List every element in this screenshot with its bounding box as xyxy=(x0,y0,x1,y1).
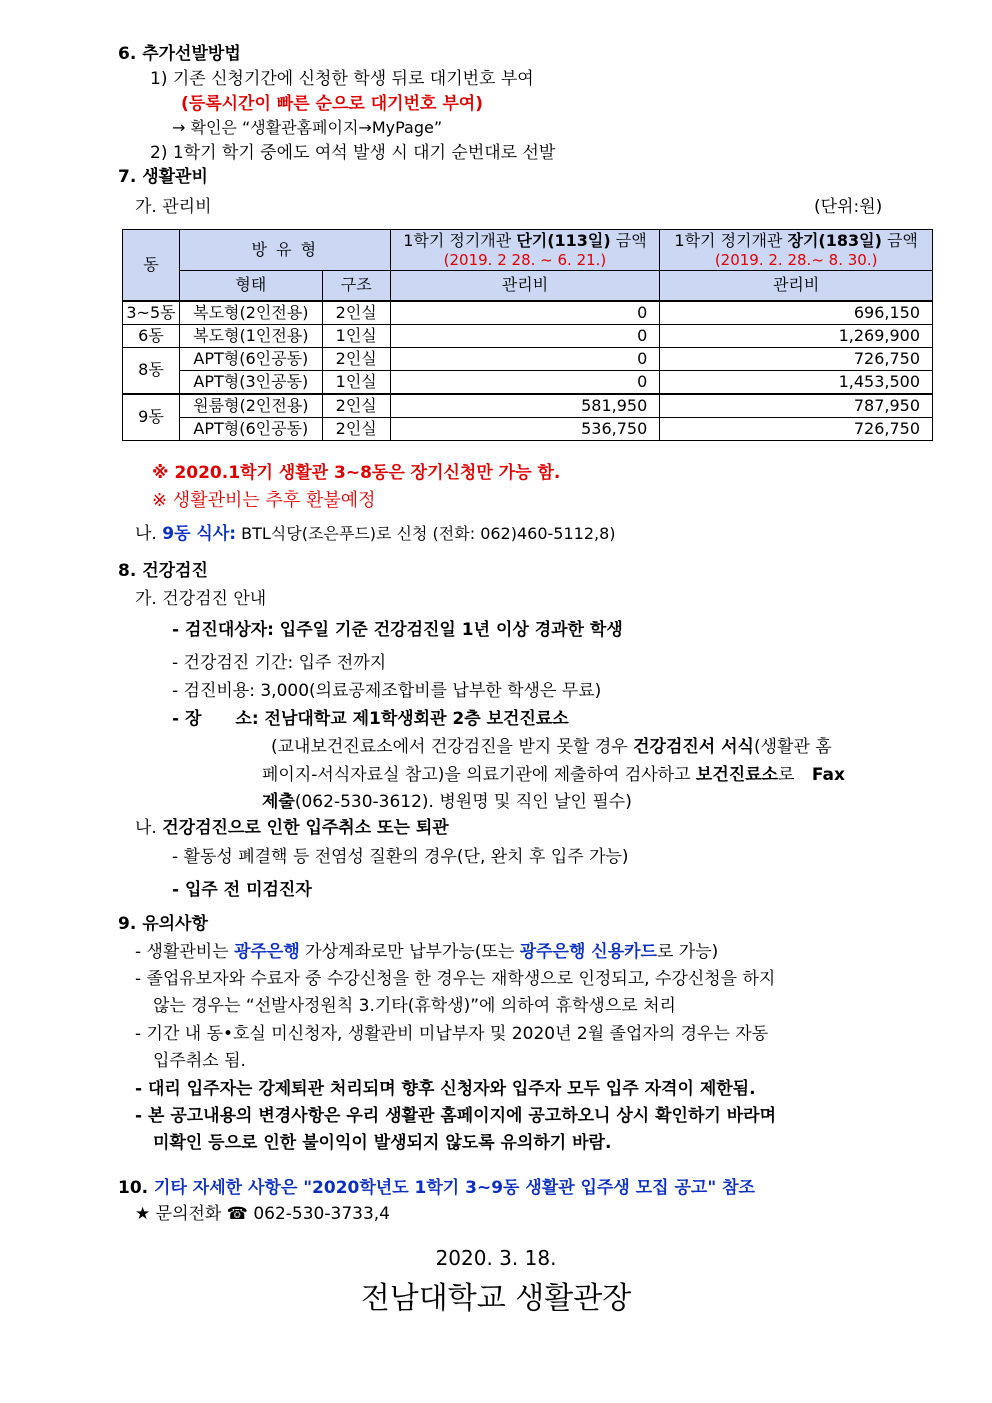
cell-structure: 1인실 xyxy=(322,324,390,347)
cell-form: 원룸형(2인전용) xyxy=(179,394,322,418)
fee-table xyxy=(122,229,933,441)
table-row xyxy=(123,370,933,394)
cell-fee-long: 726,750 xyxy=(660,417,933,440)
table-row xyxy=(123,417,933,440)
cell-fee-short: 0 xyxy=(390,347,660,370)
cell-fee-long: 696,150 xyxy=(660,301,933,325)
section-8-sub-a: 가. 건강검진 안내 xyxy=(135,589,267,609)
cell-structure: 2인실 xyxy=(322,394,390,418)
table-row xyxy=(123,394,933,418)
contact-line: ★ 문의전화 ☎ 062-530-3733,4 xyxy=(135,1204,390,1224)
notice-item-2-line-1: - 졸업유보자와 수료자 중 수강신청을 한 경우는 재학생으로 인정되고, 수강신청을 하지 xyxy=(135,969,776,989)
cell-dong: 8동 xyxy=(123,347,180,394)
th-form: 형태 xyxy=(179,271,322,301)
notice-item-2-line-2: 않는 경우는 “선발사정원칙 3.기타(휴학생)”에 의하여 휴학생으로 처리 xyxy=(153,996,676,1016)
cell-form: APT형(6인공동) xyxy=(179,417,322,440)
cancel-reason-2: - 입주 전 미검진자 xyxy=(172,880,312,900)
cell-fee-long: 726,750 xyxy=(660,347,933,370)
cell-dong: 6동 xyxy=(123,324,180,347)
cell-form: 복도형(2인전용) xyxy=(179,301,322,325)
section-6-item-2: 2) 1학기 학기 중에도 여석 발생 시 대기 순번대로 선발 xyxy=(150,143,556,163)
th-long-term: 1학기 정기개관 장기(183일) 금액 (2019. 2. 28.~ 8. 30.) xyxy=(660,230,933,271)
checkup-location: - 장 소: 전남대학교 제1학생회관 2층 보건진료소 xyxy=(172,709,569,729)
table-row xyxy=(123,347,933,370)
th-short-term: 1학기 정기개관 단기(113일) 금액 (2019. 2 28. ~ 6. 21.) xyxy=(390,230,660,271)
table-row xyxy=(123,324,933,347)
cell-dong: 9동 xyxy=(123,394,180,441)
cell-fee-long: 1,269,900 xyxy=(660,324,933,347)
th-short-period: (2019. 2 28. ~ 6. 21.) xyxy=(443,250,607,269)
issuer-name: 전남대학교 생활관장 xyxy=(360,1281,632,1316)
note-long-term-only: ※ 2020.1학기 생활관 3~8동은 장기신청만 가능 함. xyxy=(152,463,561,483)
star-icon: ★ xyxy=(135,1204,151,1224)
section-8-title: 8. 건강검진 xyxy=(118,561,208,581)
th-long-period: (2019. 2. 28.~ 8. 30.) xyxy=(714,250,878,269)
section-10-reference: 10. 기타 자세한 사항은 "2020학년도 1학기 3~9동 생활관 입주생 모집 공고" 참조 xyxy=(118,1178,755,1198)
cell-fee-short: 0 xyxy=(390,370,660,394)
notice-item-3-line-2: 입주취소 됨. xyxy=(153,1051,246,1071)
notice-item-4: - 대리 입주자는 강제퇴관 처리되며 향후 신청자와 입주자 모두 입주 자격이 제한됨. xyxy=(135,1079,756,1099)
checkup-period: - 건강검진 기간: 입주 전까지 xyxy=(172,653,387,673)
cell-fee-short: 536,750 xyxy=(390,417,660,440)
section-7-title: 7. 생활관비 xyxy=(118,167,208,187)
cell-dong: 3~5동 xyxy=(123,301,180,325)
section-6-waitlist-note: (등록시간이 빠른 순으로 대기번호 부여) xyxy=(181,94,483,114)
th-room-type: 방 유 형 xyxy=(179,230,390,271)
contact-phone: 062-530-3733,4 xyxy=(247,1204,390,1224)
cell-fee-short: 581,950 xyxy=(390,394,660,418)
th-dong: 동 xyxy=(123,230,180,301)
checkup-para-line-2: 페이지-서식자료실 참고)을 의료기관에 제출하여 검사하고 보건진료소로 Fax xyxy=(262,765,845,785)
section-6-title: 6. 추가선발방법 xyxy=(118,44,241,64)
notice-item-1: - 생활관비는 광주은행 가상계좌로만 납부가능(또는 광주은행 신용카드로 가능) xyxy=(135,942,719,962)
section-9-title: 9. 유의사항 xyxy=(118,914,208,934)
note-refund: ※ 생활관비는 추후 환불예정 xyxy=(152,490,376,511)
notice-item-5-line-1: - 본 공고내용의 변경사항은 우리 생활관 홈페이지에 공고하오니 상시 확인하기 바라며 xyxy=(135,1106,777,1126)
cell-structure: 2인실 xyxy=(322,301,390,325)
phone-icon: ☎ xyxy=(226,1204,248,1224)
section-8-sub-b: 나. 건강검진으로 인한 입주취소 또는 퇴관 xyxy=(135,818,449,838)
th-fee-short: 관리비 xyxy=(390,271,660,301)
section-6-mypage-hint: → 확인은 “생활관홈페이지→MyPage” xyxy=(172,118,443,137)
cell-form: 복도형(1인전용) xyxy=(179,324,322,347)
cancel-reason-1: - 활동성 폐결핵 등 전염성 질환의 경우(단, 완치 후 입주 가능) xyxy=(172,847,629,867)
section-7-sub-b: 나. 9동 식사: BTL식당(조은푸드)로 신청 (전화: 062)460-5112,8) xyxy=(135,524,616,544)
table-row xyxy=(123,301,933,325)
cell-structure: 2인실 xyxy=(322,347,390,370)
notice-date: 2020. 3. 18. xyxy=(435,1246,557,1270)
checkup-cost: - 검진비용: 3,000(의료공제조합비를 납부한 학생은 무료) xyxy=(172,681,602,701)
th-structure: 구조 xyxy=(322,271,390,301)
section-6-item-1: 1) 기존 신청기간에 신청한 학생 뒤로 대기번호 부여 xyxy=(150,69,534,89)
th-fee-long: 관리비 xyxy=(660,271,933,301)
cell-fee-short: 0 xyxy=(390,301,660,325)
cell-fee-long: 787,950 xyxy=(660,394,933,418)
cell-fee-short: 0 xyxy=(390,324,660,347)
cell-fee-long: 1,453,500 xyxy=(660,370,933,394)
checkup-para-line-3: 제출(062-530-3612). 병원명 및 직인 날인 필수) xyxy=(262,792,632,812)
checkup-target: - 검진대상자: 입주일 기준 건강검진일 1년 이상 경과한 학생 xyxy=(172,620,623,640)
section-7-sub-a: 가. 관리비 xyxy=(135,197,212,217)
cell-form: APT형(6인공동) xyxy=(179,347,322,370)
checkup-para-line-1: (교내보건진료소에서 건강검진을 받지 못할 경우 건강검진서 서식(생활관 홈 xyxy=(271,737,832,757)
cell-form: APT형(3인공동) xyxy=(179,370,322,394)
notice-item-3-line-1: - 기간 내 동•호실 미신청자, 생활관비 미납부자 및 2020년 2월 졸업자의 경우는 자동 xyxy=(135,1024,769,1044)
cell-structure: 2인실 xyxy=(322,417,390,440)
notice-item-5-line-2: 미확인 등으로 인한 불이익이 발생되지 않도록 유의하기 바람. xyxy=(153,1133,612,1153)
unit-label: (단위:원) xyxy=(814,197,883,217)
cell-structure: 1인실 xyxy=(322,370,390,394)
